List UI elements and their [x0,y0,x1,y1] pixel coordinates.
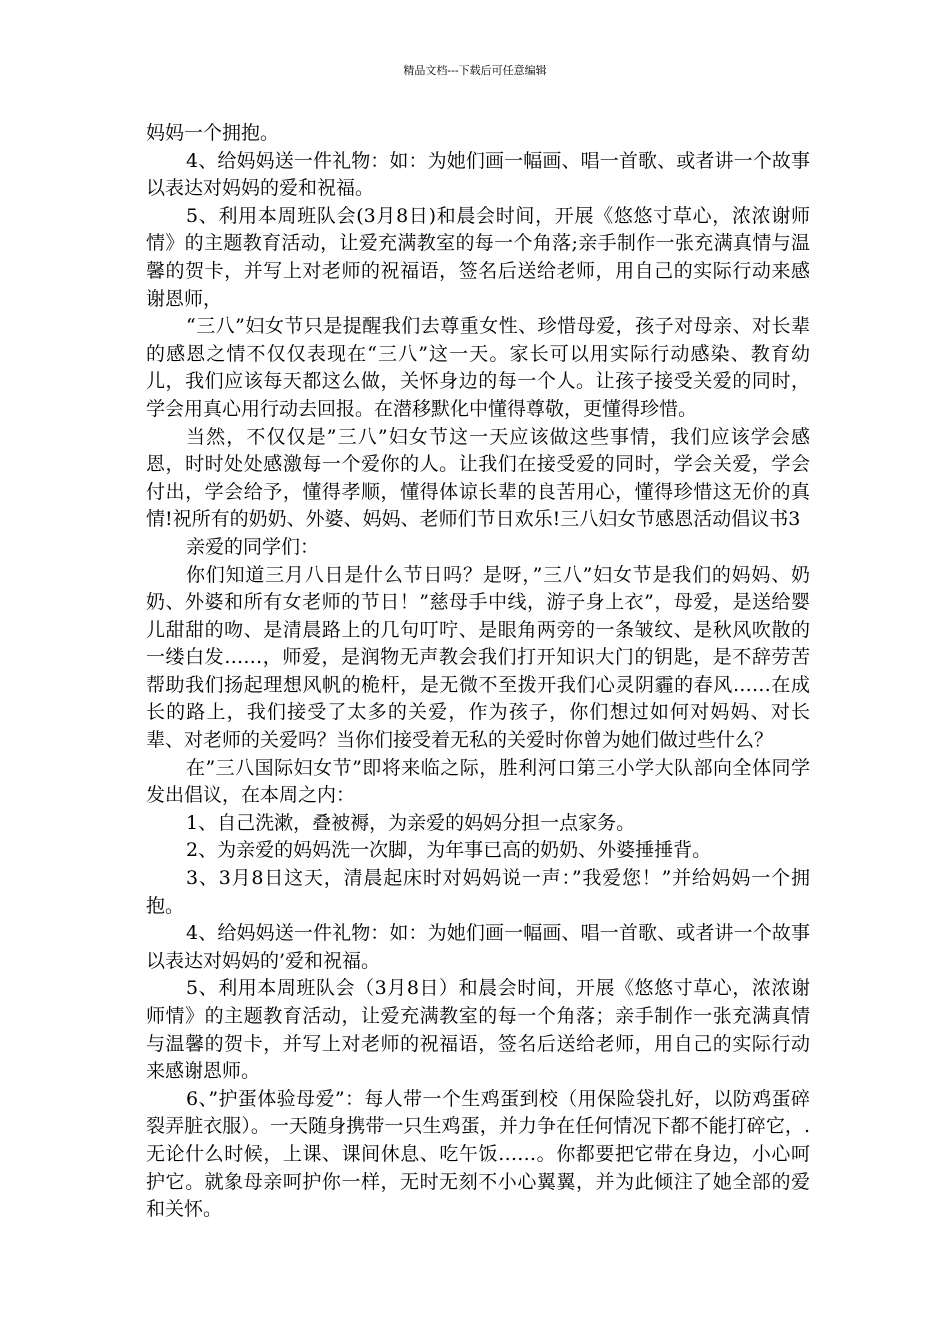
paragraph: 4、给妈妈送一件礼物：如：为她们画一幅画、唱一首歌、或者讲一个故事以表达对妈妈的’爱和祝福。 [146,922,810,972]
paragraph: 妈妈一个拥抱。 [146,122,280,144]
paragraph: 5、利用本周班队会（3月8日）和晨会时间，开展《悠悠寸草心，浓浓谢师情》的主题教育活动，让爱充满教室的每一个角落；亲手制作一张充满真情与温馨的贺卡，并写上对老师的祝福语，签名后送给老师，用自己的实际行动来感谢恩师。 [146,977,810,1083]
paragraph: 在”三八国际妇女节”即将来临之际，胜利河口第三小学大队部向全体同学发出倡议，在本周之内： [146,756,810,807]
paragraph: 你们知道三月八日是什么节日吗？是呀，”三八”妇女节是我们的妈妈、奶奶、外婆和所有女老师的节日！”慈母手中线，游子身上衣”，母爱，是送给婴儿甜甜的吻、是清晨路上的几句叮咛、是眼角两旁的一条皱纹、是秋风吹散的一缕白发……，师爱，是润物无声教会我们打开知识大门的钥匙，是不辞劳苦帮助我们扬起理想风帆的桅杆，是无微不至拨开我们心灵阴霾的春风……在成长的路上，我们接受了太多的关爱，作为孩子，你们想过如何对妈妈、对长辈、对老师的关爱吗？当你们接受着无私的关爱时你曾为她们做过些什么？ [146,563,810,752]
paragraph: 4、给妈妈送一件礼物：如：为她们画一幅画、唱一首歌、或者讲一个故事以表达对妈妈的爱和祝福。 [146,149,810,200]
page-header: 精品文档---下载后可任意编辑 [403,64,547,77]
paragraph: 6、”护蛋体验母爱”：每人带一个生鸡蛋到校（用保险袋扎好，以防鸡蛋碎裂弄脏衣服）。一天随身携带一只生鸡蛋，并力争在任何情况下都不能打碎它，.无论什么时候，上课、课间休息、吃午饭……。你都要把它带在身边，小心呵护它。就象母亲呵护你一样，无时无刻不小心翼翼，并为此倾注了她全部的爱和关怀。 [146,1087,810,1221]
paragraph: 亲爱的同学们： [186,535,320,558]
paragraph: 3、3月8日这天，清晨起床时对妈妈说一声：”我爱您！”并给妈妈一个拥抱。 [146,867,810,917]
paragraph: 1、自己洗漱，叠被褥，为亲爱的妈妈分担一点家务。 [186,811,636,834]
paragraph: “三八”妇女节只是提醒我们去尊重女性、珍惜母爱，孩子对母亲、对长辈的感恩之情不仅仅表现在“三八”这一天。家长可以用实际行动感染、教育幼儿，我们应该每天都这么做，关怀身边的每一个人。让孩子接受关爱的同时，学会用真心用行动去回报。在潜移默化中懂得尊敬，更懂得珍惜。 [146,315,810,420]
paragraph: 2、为亲爱的妈妈洗一次脚，为年事已高的奶奶、外婆捶捶背。 [186,839,712,862]
document-body [146,120,810,1224]
paragraph: 当然，不仅仅是”三八”妇女节这一天应该做这些事情，我们应该学会感恩，时时处处感激每一个爱你的人。让我们在接受爱的同时，学会关爱，学会付出，学会给予，懂得孝顺，懂得体谅长辈的良苦用心，懂得珍惜这无价的真情!祝所有的奶奶、外婆、妈妈、老师们节日欢乐!三八妇女节感恩活动倡议书3 [146,425,810,531]
paragraph: 5、利用本周班队会(3月8日)和晨会时间，开展《悠悠寸草心，浓浓谢师情》的主题教育活动，让爱充满教室的每一个角落;亲手制作一张充满真情与温馨的贺卡，并写上对老师的祝福语，签名后送给老师，用自己的实际行动来感谢恩师， [146,204,810,310]
